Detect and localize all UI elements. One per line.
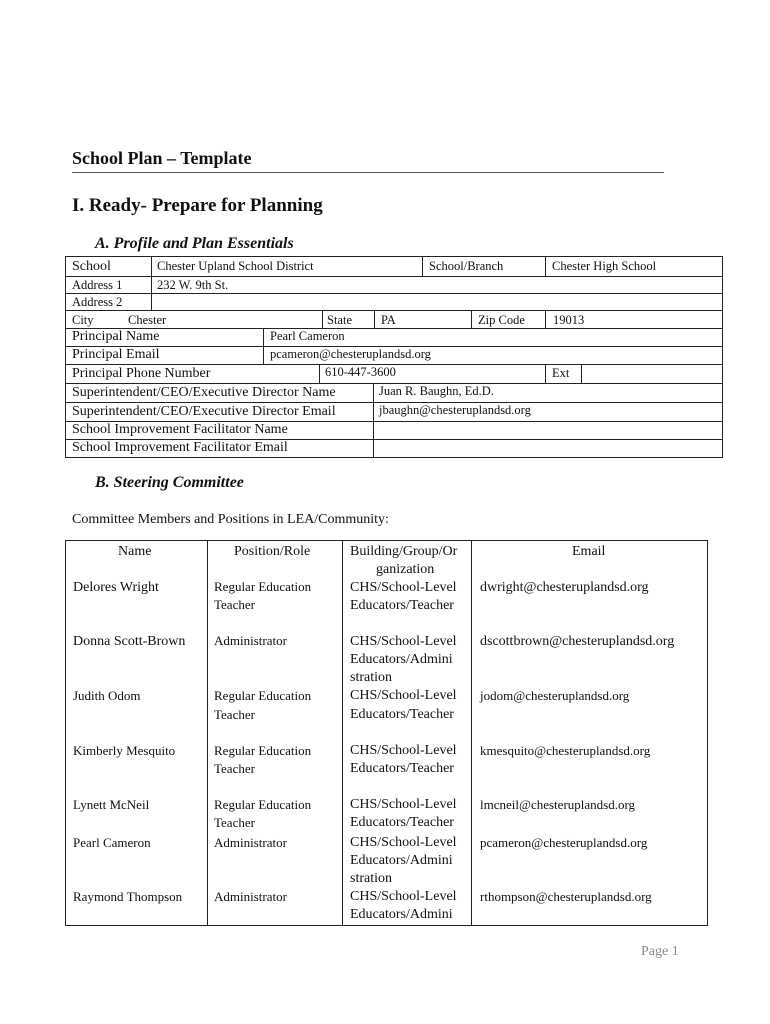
col-divider [374,310,375,328]
supt-email-label: Superintendent/CEO/Executive Director Email [72,404,336,419]
row-building-cont: Educators/Admini [350,652,453,667]
col-divider [151,257,152,310]
row-position: Regular Education [214,579,312,594]
page-number: Page 1 [641,944,679,959]
col-divider [471,541,472,925]
state-value: PA [381,313,396,327]
ext-label: Ext [552,366,570,380]
supt-email-value: jbaughn@chesteruplandsd.org [379,403,531,417]
city-value: Chester [128,313,167,327]
table-row: Pearl Cameron [73,835,151,850]
row-position: Regular Education [214,743,312,758]
section-heading-steering-committee: B. Steering Committee [95,474,244,491]
row-building: CHS/School-Level [350,580,457,595]
address2-label: Address 2 [72,295,123,309]
principal-name-value: Pearl Cameron [270,329,345,343]
school-label: School [72,259,111,274]
row-position-cont: Teacher [214,597,255,612]
city-label: City [72,313,94,327]
header-position: Position/Role [234,544,311,559]
col-divider [342,541,343,925]
row-position: Administrator [214,889,287,904]
row-building: CHS/School-Level [350,835,457,850]
principal-phone-label: Principal Phone Number [72,366,211,381]
header-building: Building/Group/Or [350,544,458,559]
branch-value: Chester High School [552,259,657,273]
sif-name-label: School Improvement Facilitator Name [72,422,288,437]
row-email: pcameron@chesteruplandsd.org [480,835,648,850]
row-building-cont: Educators/Teacher [350,815,454,830]
col-divider [263,328,264,364]
document-title: School Plan – Template [72,148,252,168]
table-row: Judith Odom [73,688,141,703]
principal-phone-value: 610-447-3600 [325,365,396,379]
table-row: Lynett McNeil [73,797,150,812]
row-email: dwright@chesteruplandsd.org [480,580,649,595]
col-divider [373,383,374,457]
row-divider [66,310,722,311]
row-position: Administrator [214,633,287,648]
row-building-cont2: stration [350,670,392,685]
section-heading-ready: I. Ready- Prepare for Planning [72,195,323,216]
row-building: CHS/School-Level [350,634,457,649]
row-building-cont: Educators/Admini [350,907,453,922]
row-email: lmcneil@chesteruplandsd.org [480,797,636,812]
principal-email-value: pcameron@chesteruplandsd.org [270,347,431,361]
header-email: Email [572,544,606,559]
table-row: Kimberly Mesquito [73,743,176,758]
committee-intro: Committee Members and Positions in LEA/Community: [72,512,389,527]
state-label: State [327,313,352,327]
header-name: Name [118,544,152,559]
header-building-cont: ganization [376,562,435,577]
address1-label: Address 1 [72,278,123,292]
supt-name-label: Superintendent/CEO/Executive Director Name [72,385,336,400]
col-divider [545,364,546,383]
col-divider [207,541,208,925]
row-email: rthompson@chesteruplandsd.org [480,889,652,904]
col-divider [319,364,320,383]
row-building-cont: Educators/Admini [350,853,453,868]
row-building-cont: Educators/Teacher [350,707,454,722]
row-building: CHS/School-Level [350,797,457,812]
row-position-cont: Teacher [214,761,255,776]
row-divider [66,328,722,329]
row-email: dscottbrown@chesteruplandsd.org [480,634,675,649]
row-building-cont: Educators/Teacher [350,598,454,613]
row-email: kmesquito@chesteruplandsd.org [480,743,651,758]
row-position-cont: Teacher [214,815,255,830]
supt-name-value: Juan R. Baughn, Ed.D. [379,384,494,398]
table-row: Raymond Thompson [73,889,183,904]
row-position: Regular Education [214,688,312,703]
table-row: Donna Scott-Brown [73,634,186,649]
committee-table [65,540,708,926]
branch-label: School/Branch [429,259,504,273]
address1-value: 232 W. 9th St. [157,278,229,292]
principal-email-label: Principal Email [72,347,160,362]
row-building: CHS/School-Level [350,688,457,703]
row-building-cont2: stration [350,871,392,886]
col-divider [422,257,423,276]
row-building: CHS/School-Level [350,889,457,904]
row-divider [66,293,722,294]
section-heading-profile: A. Profile and Plan Essentials [95,235,294,252]
sif-email-label: School Improvement Facilitator Email [72,440,288,455]
profile-table [65,256,723,458]
title-rule [72,172,664,173]
row-building: CHS/School-Level [350,743,457,758]
col-divider [545,257,546,276]
row-position: Regular Education [214,797,312,812]
col-divider [322,310,323,328]
zip-label: Zip Code [478,313,525,327]
principal-name-label: Principal Name [72,329,160,344]
row-building-cont: Educators/Teacher [350,761,454,776]
col-divider [545,310,546,328]
school-value: Chester Upland School District [157,259,314,273]
row-position: Administrator [214,835,287,850]
row-email: jodom@chesteruplandsd.org [480,688,630,703]
row-position-cont: Teacher [214,707,255,722]
table-row: Delores Wright [73,580,159,595]
col-divider [471,310,472,328]
zip-value: 19013 [553,313,585,327]
col-divider [581,364,582,383]
